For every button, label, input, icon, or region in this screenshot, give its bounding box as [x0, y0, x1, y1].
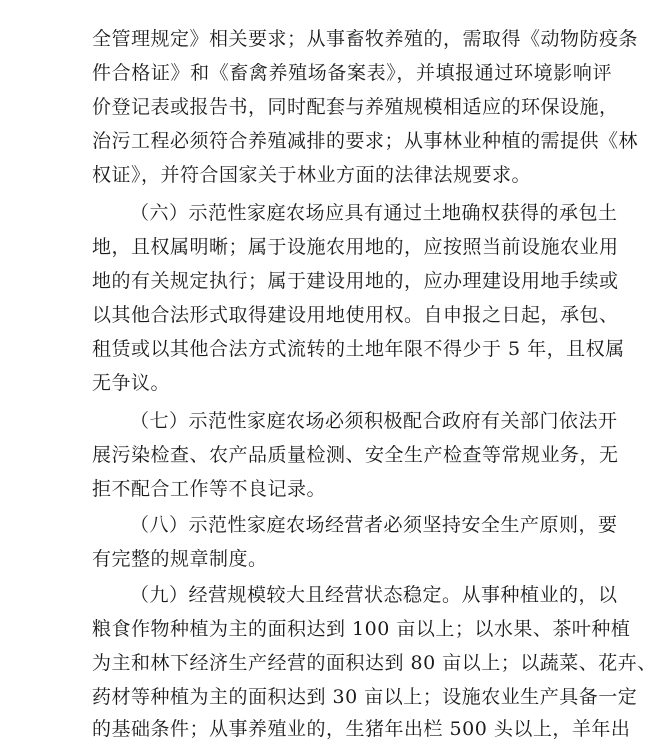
text-line: 权证》，并符合国家关于林业方面的法律法规要求。	[92, 164, 532, 186]
paragraph-first-line: （八）示范性家庭农场经营者必须坚持安全生产原则，要	[130, 514, 618, 536]
text-line: 的基础条件；从事养殖业的，生猪年出栏 500 头以上，羊年出	[92, 718, 631, 740]
text-line: 粮食作物种植为主的面积达到 100 亩以上；以水果、茶叶种植	[92, 618, 631, 640]
text-line: 药材等种植为主的面积达到 30 亩以上；设施农业生产具备一定	[92, 686, 638, 708]
text-line: 拒不配合工作等不良记录。	[92, 478, 327, 500]
text-line: 展污染检查、农产品质量检测、安全生产检查等常规业务，无	[92, 444, 619, 466]
text-line: 全管理规定》相关要求；从事畜牧养殖的，需取得《动物防疫条	[92, 28, 639, 50]
text-line: 地，且权属明晰；属于设施农用地的，应按照当前设施农业用	[92, 236, 619, 258]
text-line: 无争议。	[92, 372, 171, 394]
text-line: 租赁或以其他合法方式流转的土地年限不得少于 5 年，且权属	[92, 338, 625, 360]
text-line: 治污工程必须符合养殖减排的要求；从事林业种植的需提供《林	[92, 130, 639, 152]
paragraph-first-line: （九）经营规模较大且经营状态稳定。从事种植业的，以	[130, 584, 618, 606]
text-line: 有完整的规章制度。	[92, 548, 268, 570]
paragraph-first-line: （六）示范性家庭农场应具有通过土地确权获得的承包土	[130, 202, 618, 224]
text-line: 件合格证》和《畜禽养殖场备案表》，并填报通过环境影响评	[92, 62, 612, 84]
paragraph-first-line: （七）示范性家庭农场必须积极配合政府有关部门依法开	[130, 410, 618, 432]
text-line: 为主和林下经济生产经营的面积达到 80 亩以上；以蔬菜、花卉、	[92, 652, 657, 674]
text-line: 地的有关规定执行；属于建设用地的，应办理建设用地手续或	[92, 270, 619, 292]
text-line: 价登记表或报告书，同时配套与养殖规模相适应的环保设施，	[92, 96, 619, 118]
text-line: 以其他合法形式取得建设用地使用权。自申报之日起，承包、	[92, 304, 619, 326]
